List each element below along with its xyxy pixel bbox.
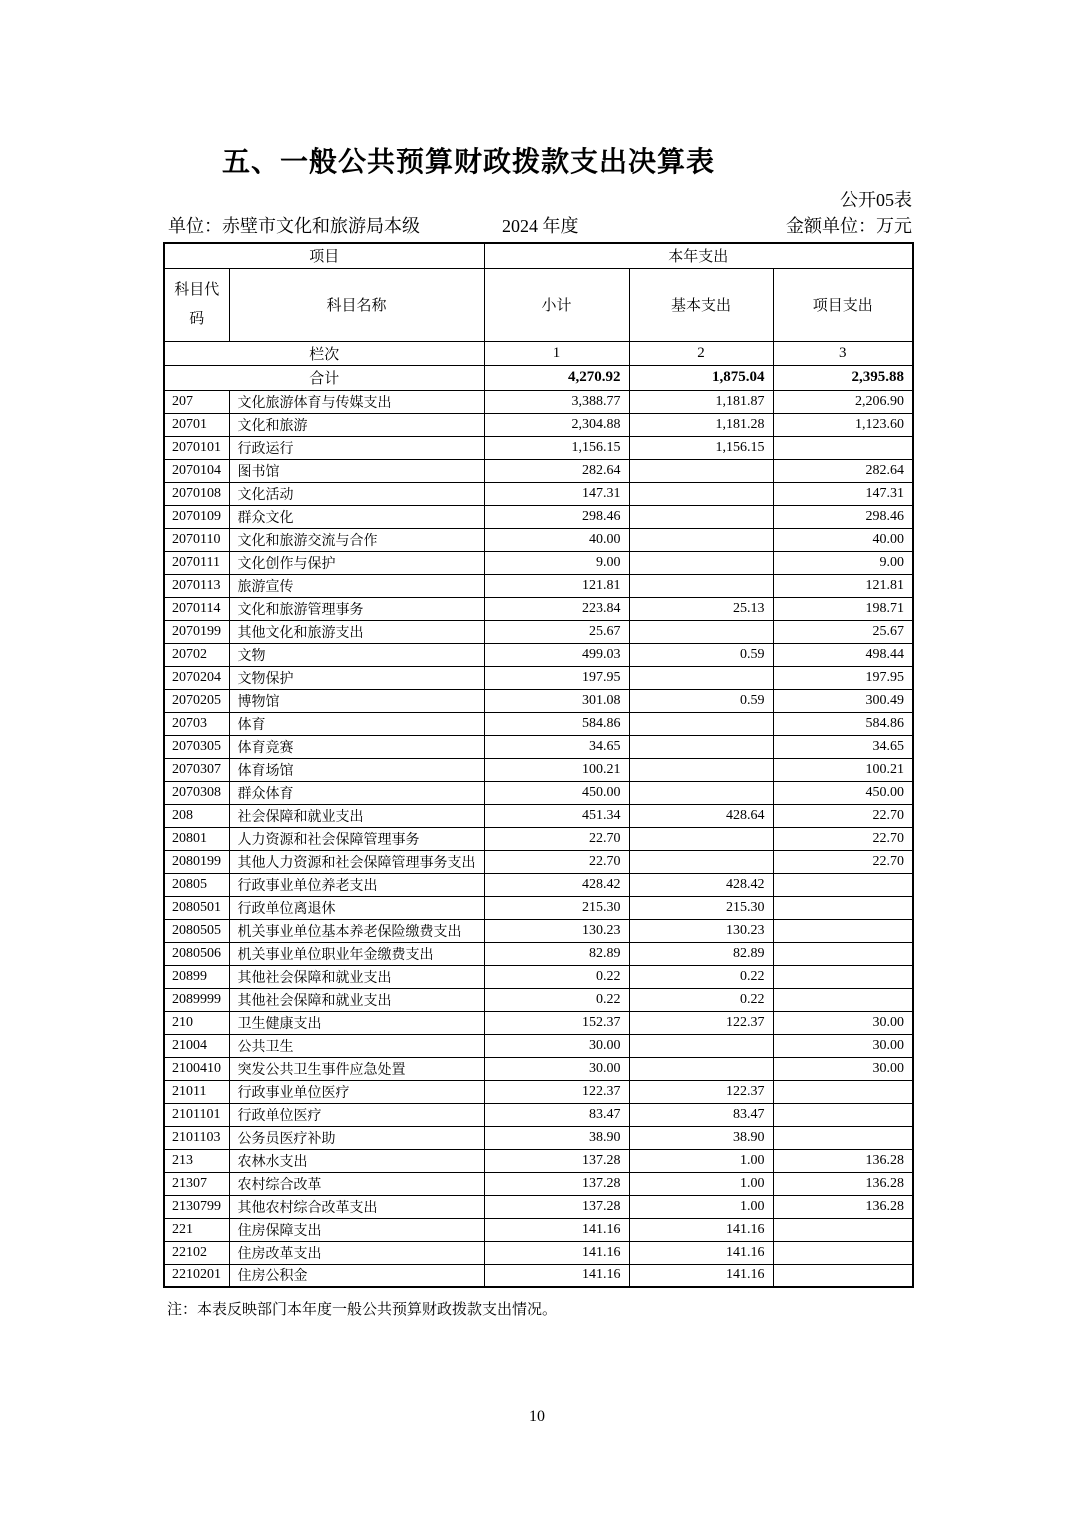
table-row xyxy=(164,1126,913,1149)
subject-name-cell: 其他社会保障和就业支出 xyxy=(229,965,484,988)
table-row xyxy=(164,965,913,988)
subtotal-cell: 22.70 xyxy=(484,827,629,850)
subject-name-cell: 文物保护 xyxy=(229,666,484,689)
subtotal-cell: 215.30 xyxy=(484,896,629,919)
basic-expenditure-cell: 428.64 xyxy=(629,804,773,827)
table-row xyxy=(164,735,913,758)
subject-code-cell: 2070305 xyxy=(164,735,229,758)
subject-code-cell: 2070113 xyxy=(164,574,229,597)
table-row xyxy=(164,666,913,689)
project-expenditure-cell: 9.00 xyxy=(773,551,913,574)
subject-name-cell: 社会保障和就业支出 xyxy=(229,804,484,827)
project-expenditure-cell: 498.44 xyxy=(773,643,913,666)
header-subtotal: 小计 xyxy=(484,268,629,341)
table-row xyxy=(164,1149,913,1172)
table-row xyxy=(164,574,913,597)
project-expenditure-cell: 22.70 xyxy=(773,850,913,873)
subtotal-cell: 301.08 xyxy=(484,689,629,712)
project-expenditure-cell: 136.28 xyxy=(773,1149,913,1172)
subject-code-cell: 208 xyxy=(164,804,229,827)
subtotal-cell: 141.16 xyxy=(484,1218,629,1241)
project-expenditure-cell: 1,123.60 xyxy=(773,413,913,436)
project-expenditure-cell: 22.70 xyxy=(773,827,913,850)
basic-expenditure-cell xyxy=(629,505,773,528)
subject-code-cell: 2070205 xyxy=(164,689,229,712)
basic-expenditure-cell xyxy=(629,666,773,689)
subject-code-cell: 2070204 xyxy=(164,666,229,689)
subject-code-cell: 2100410 xyxy=(164,1057,229,1080)
subtotal-cell: 122.37 xyxy=(484,1080,629,1103)
project-expenditure-cell: 584.86 xyxy=(773,712,913,735)
subject-code-cell: 22102 xyxy=(164,1241,229,1264)
subtotal-cell: 223.84 xyxy=(484,597,629,620)
table-row xyxy=(164,988,913,1011)
subject-name-cell: 图书馆 xyxy=(229,459,484,482)
grand-total-row xyxy=(164,365,913,390)
page-title: 五、一般公共预算财政拨款支出决算表 xyxy=(222,146,716,177)
subtotal-cell: 2,304.88 xyxy=(484,413,629,436)
subject-name-cell: 突发公共卫生事件应急处置 xyxy=(229,1057,484,1080)
subject-name-cell: 住房保障支出 xyxy=(229,1218,484,1241)
subject-code-cell: 20801 xyxy=(164,827,229,850)
project-expenditure-cell: 198.71 xyxy=(773,597,913,620)
project-expenditure-cell: 25.67 xyxy=(773,620,913,643)
subtotal-cell: 499.03 xyxy=(484,643,629,666)
budget-expenditure-table xyxy=(163,242,914,1288)
table-row xyxy=(164,1103,913,1126)
basic-expenditure-cell xyxy=(629,574,773,597)
subject-name-cell: 体育竞赛 xyxy=(229,735,484,758)
subject-code-cell: 2070104 xyxy=(164,459,229,482)
subject-code-cell: 2130799 xyxy=(164,1195,229,1218)
subtotal-cell: 25.67 xyxy=(484,620,629,643)
subtotal-cell: 82.89 xyxy=(484,942,629,965)
basic-expenditure-cell xyxy=(629,620,773,643)
table-row xyxy=(164,827,913,850)
project-expenditure-cell: 2,206.90 xyxy=(773,390,913,413)
subject-name-cell: 行政单位离退休 xyxy=(229,896,484,919)
subject-code-cell: 210 xyxy=(164,1011,229,1034)
subject-code-cell: 21011 xyxy=(164,1080,229,1103)
project-expenditure-cell: 30.00 xyxy=(773,1057,913,1080)
fiscal-year-label: 2024 年度 xyxy=(502,216,579,236)
subject-name-cell: 博物馆 xyxy=(229,689,484,712)
subtotal-cell: 147.31 xyxy=(484,482,629,505)
subject-name-cell: 群众文化 xyxy=(229,505,484,528)
subject-code-cell: 213 xyxy=(164,1149,229,1172)
basic-expenditure-cell: 1,181.87 xyxy=(629,390,773,413)
footnote: 注：本表反映部门本年度一般公共预算财政拨款支出情况。 xyxy=(167,1302,558,1318)
project-expenditure-cell xyxy=(773,988,913,1011)
basic-expenditure-cell: 83.47 xyxy=(629,1103,773,1126)
subject-name-cell: 其他文化和旅游支出 xyxy=(229,620,484,643)
basic-expenditure-cell: 215.30 xyxy=(629,896,773,919)
subtotal-cell: 40.00 xyxy=(484,528,629,551)
subtotal-cell: 141.16 xyxy=(484,1241,629,1264)
project-expenditure-cell: 34.65 xyxy=(773,735,913,758)
page-number: 10 xyxy=(529,1408,545,1425)
subject-code-cell: 20702 xyxy=(164,643,229,666)
table-row xyxy=(164,528,913,551)
column-index-3: 3 xyxy=(773,341,913,365)
table-row xyxy=(164,620,913,643)
subtotal-cell: 0.22 xyxy=(484,988,629,1011)
subject-code-cell: 2080505 xyxy=(164,919,229,942)
basic-expenditure-cell: 1.00 xyxy=(629,1149,773,1172)
subtotal-cell: 450.00 xyxy=(484,781,629,804)
header-current-year-expenditure-group: 本年支出 xyxy=(484,243,913,268)
subject-name-cell: 其他人力资源和社会保障管理事务支出 xyxy=(229,850,484,873)
subtotal-cell: 197.95 xyxy=(484,666,629,689)
basic-expenditure-cell: 1,156.15 xyxy=(629,436,773,459)
project-expenditure-cell xyxy=(773,1080,913,1103)
column-index-2: 2 xyxy=(629,341,773,365)
subject-name-cell: 其他农村综合改革支出 xyxy=(229,1195,484,1218)
subject-code-cell: 20899 xyxy=(164,965,229,988)
project-expenditure-cell: 136.28 xyxy=(773,1195,913,1218)
basic-expenditure-cell xyxy=(629,459,773,482)
subject-name-cell: 行政单位医疗 xyxy=(229,1103,484,1126)
subject-code-cell: 2101103 xyxy=(164,1126,229,1149)
project-expenditure-cell xyxy=(773,873,913,896)
project-expenditure-cell xyxy=(773,1241,913,1264)
project-expenditure-cell: 121.81 xyxy=(773,574,913,597)
header-subject-name: 科目名称 xyxy=(229,268,484,341)
subject-code-cell: 20703 xyxy=(164,712,229,735)
meta-row xyxy=(163,212,912,238)
table-row xyxy=(164,1195,913,1218)
table-row xyxy=(164,505,913,528)
basic-expenditure-cell: 82.89 xyxy=(629,942,773,965)
basic-expenditure-cell xyxy=(629,712,773,735)
basic-expenditure-cell xyxy=(629,1057,773,1080)
basic-expenditure-cell xyxy=(629,781,773,804)
subject-code-cell: 2080506 xyxy=(164,942,229,965)
table-row xyxy=(164,1264,913,1287)
subject-code-cell: 20701 xyxy=(164,413,229,436)
subject-name-cell: 机关事业单位基本养老保险缴费支出 xyxy=(229,919,484,942)
subject-name-cell: 体育 xyxy=(229,712,484,735)
subject-name-cell: 行政运行 xyxy=(229,436,484,459)
subject-code-cell: 2080199 xyxy=(164,850,229,873)
subtotal-cell: 451.34 xyxy=(484,804,629,827)
project-expenditure-cell xyxy=(773,965,913,988)
table-row xyxy=(164,689,913,712)
subject-code-cell: 2070109 xyxy=(164,505,229,528)
project-expenditure-cell: 147.31 xyxy=(773,482,913,505)
table-row xyxy=(164,482,913,505)
basic-expenditure-cell xyxy=(629,850,773,873)
subtotal-cell: 30.00 xyxy=(484,1057,629,1080)
basic-expenditure-cell: 1.00 xyxy=(629,1172,773,1195)
table-row xyxy=(164,758,913,781)
project-expenditure-cell: 40.00 xyxy=(773,528,913,551)
table-row xyxy=(164,1011,913,1034)
subject-code-cell: 2070199 xyxy=(164,620,229,643)
subject-name-cell: 文物 xyxy=(229,643,484,666)
project-expenditure-cell xyxy=(773,1103,913,1126)
subtotal-cell: 100.21 xyxy=(484,758,629,781)
subtotal-cell: 22.70 xyxy=(484,850,629,873)
basic-expenditure-cell: 141.16 xyxy=(629,1218,773,1241)
subject-name-cell: 文化和旅游交流与合作 xyxy=(229,528,484,551)
project-expenditure-cell xyxy=(773,919,913,942)
table-row xyxy=(164,1172,913,1195)
unit-label: 单位：赤壁市文化和旅游局本级 xyxy=(168,216,420,236)
table-row xyxy=(164,390,913,413)
basic-expenditure-cell: 0.22 xyxy=(629,988,773,1011)
grand-total-subtotal: 4,270.92 xyxy=(484,365,629,390)
basic-expenditure-cell: 428.42 xyxy=(629,873,773,896)
amount-unit-label: 金额单位：万元 xyxy=(786,216,912,236)
subtotal-cell: 141.16 xyxy=(484,1264,629,1287)
subtotal-cell: 152.37 xyxy=(484,1011,629,1034)
subject-name-cell: 群众体育 xyxy=(229,781,484,804)
header-basic-expenditure: 基本支出 xyxy=(629,268,773,341)
basic-expenditure-cell xyxy=(629,827,773,850)
header-project-expenditure: 项目支出 xyxy=(773,268,913,341)
table-row xyxy=(164,1080,913,1103)
subject-code-cell: 21004 xyxy=(164,1034,229,1057)
project-expenditure-cell xyxy=(773,896,913,919)
basic-expenditure-cell: 0.59 xyxy=(629,643,773,666)
column-index-row xyxy=(164,341,913,365)
table-row xyxy=(164,459,913,482)
subject-code-cell: 221 xyxy=(164,1218,229,1241)
grand-total-project: 2,395.88 xyxy=(773,365,913,390)
subject-name-cell: 文化和旅游管理事务 xyxy=(229,597,484,620)
subject-code-cell: 2210201 xyxy=(164,1264,229,1287)
basic-expenditure-cell xyxy=(629,482,773,505)
subject-name-cell: 文化创作与保护 xyxy=(229,551,484,574)
basic-expenditure-cell xyxy=(629,1034,773,1057)
subject-name-cell: 住房公积金 xyxy=(229,1264,484,1287)
subject-name-cell: 其他社会保障和就业支出 xyxy=(229,988,484,1011)
grand-total-label: 合计 xyxy=(164,365,484,390)
header-group-row xyxy=(164,243,913,268)
basic-expenditure-cell xyxy=(629,551,773,574)
subject-name-cell: 人力资源和社会保障管理事务 xyxy=(229,827,484,850)
table-row xyxy=(164,712,913,735)
basic-expenditure-cell xyxy=(629,758,773,781)
subject-name-cell: 旅游宣传 xyxy=(229,574,484,597)
subtotal-cell: 130.23 xyxy=(484,919,629,942)
subtotal-cell: 9.00 xyxy=(484,551,629,574)
project-expenditure-cell xyxy=(773,942,913,965)
basic-expenditure-cell: 0.59 xyxy=(629,689,773,712)
subject-code-cell: 2070108 xyxy=(164,482,229,505)
subject-code-cell: 2070111 xyxy=(164,551,229,574)
subtotal-cell: 3,388.77 xyxy=(484,390,629,413)
table-row xyxy=(164,781,913,804)
subject-code-cell: 21307 xyxy=(164,1172,229,1195)
basic-expenditure-cell xyxy=(629,528,773,551)
project-expenditure-cell xyxy=(773,1126,913,1149)
subtotal-cell: 121.81 xyxy=(484,574,629,597)
subject-name-cell: 农村综合改革 xyxy=(229,1172,484,1195)
basic-expenditure-cell: 122.37 xyxy=(629,1080,773,1103)
basic-expenditure-cell: 1,181.28 xyxy=(629,413,773,436)
basic-expenditure-cell: 0.22 xyxy=(629,965,773,988)
subject-name-cell: 行政事业单位养老支出 xyxy=(229,873,484,896)
column-index-1: 1 xyxy=(484,341,629,365)
table-row xyxy=(164,436,913,459)
subject-code-cell: 2070308 xyxy=(164,781,229,804)
project-expenditure-cell: 298.46 xyxy=(773,505,913,528)
table-row xyxy=(164,1034,913,1057)
subtotal-cell: 34.65 xyxy=(484,735,629,758)
subject-name-cell: 住房改革支出 xyxy=(229,1241,484,1264)
subtotal-cell: 137.28 xyxy=(484,1195,629,1218)
column-index-label: 栏次 xyxy=(164,341,484,365)
subject-code-cell: 2070101 xyxy=(164,436,229,459)
table-row xyxy=(164,896,913,919)
subject-name-cell: 文化活动 xyxy=(229,482,484,505)
subject-name-cell: 公务员医疗补助 xyxy=(229,1126,484,1149)
subject-code-cell: 2070110 xyxy=(164,528,229,551)
project-expenditure-cell: 22.70 xyxy=(773,804,913,827)
project-expenditure-cell: 450.00 xyxy=(773,781,913,804)
subtotal-cell: 0.22 xyxy=(484,965,629,988)
subject-code-cell: 2070114 xyxy=(164,597,229,620)
table-row xyxy=(164,919,913,942)
table-row xyxy=(164,643,913,666)
table-row xyxy=(164,551,913,574)
basic-expenditure-cell: 141.16 xyxy=(629,1264,773,1287)
project-expenditure-cell: 282.64 xyxy=(773,459,913,482)
subject-code-cell: 2089999 xyxy=(164,988,229,1011)
basic-expenditure-cell: 1.00 xyxy=(629,1195,773,1218)
subtotal-cell: 38.90 xyxy=(484,1126,629,1149)
subject-name-cell: 行政事业单位医疗 xyxy=(229,1080,484,1103)
project-expenditure-cell xyxy=(773,1264,913,1287)
subtotal-cell: 584.86 xyxy=(484,712,629,735)
basic-expenditure-cell: 141.16 xyxy=(629,1241,773,1264)
basic-expenditure-cell: 130.23 xyxy=(629,919,773,942)
subject-code-cell: 20805 xyxy=(164,873,229,896)
project-expenditure-cell: 30.00 xyxy=(773,1034,913,1057)
subtotal-cell: 282.64 xyxy=(484,459,629,482)
subtotal-cell: 83.47 xyxy=(484,1103,629,1126)
project-expenditure-cell xyxy=(773,1218,913,1241)
project-expenditure-cell: 300.49 xyxy=(773,689,913,712)
subject-code-cell: 2070307 xyxy=(164,758,229,781)
basic-expenditure-cell: 122.37 xyxy=(629,1011,773,1034)
project-expenditure-cell: 30.00 xyxy=(773,1011,913,1034)
table-row xyxy=(164,1057,913,1080)
project-expenditure-cell: 136.28 xyxy=(773,1172,913,1195)
subtotal-cell: 1,156.15 xyxy=(484,436,629,459)
subject-code-label: 科目代码 xyxy=(174,281,220,327)
basic-expenditure-cell: 38.90 xyxy=(629,1126,773,1149)
subject-name-cell: 机关事业单位职业年金缴费支出 xyxy=(229,942,484,965)
project-expenditure-cell xyxy=(773,436,913,459)
table-row xyxy=(164,413,913,436)
table-row xyxy=(164,597,913,620)
subject-name-cell: 文化和旅游 xyxy=(229,413,484,436)
subject-name-cell: 体育场馆 xyxy=(229,758,484,781)
project-expenditure-cell: 100.21 xyxy=(773,758,913,781)
header-columns-row xyxy=(164,268,913,341)
table-row xyxy=(164,1241,913,1264)
grand-total-basic: 1,875.04 xyxy=(629,365,773,390)
basic-expenditure-cell xyxy=(629,735,773,758)
subject-code-cell: 207 xyxy=(164,390,229,413)
basic-expenditure-cell: 25.13 xyxy=(629,597,773,620)
subtotal-cell: 137.28 xyxy=(484,1172,629,1195)
header-project-group: 项目 xyxy=(164,243,484,268)
table-row xyxy=(164,804,913,827)
table-row xyxy=(164,850,913,873)
public-table-label: 公开05表 xyxy=(840,190,912,210)
subject-name-cell: 农林水支出 xyxy=(229,1149,484,1172)
table-row xyxy=(164,873,913,896)
table-row xyxy=(164,1218,913,1241)
subject-name-cell: 文化旅游体育与传媒支出 xyxy=(229,390,484,413)
subtotal-cell: 137.28 xyxy=(484,1149,629,1172)
header-subject-code xyxy=(164,268,229,341)
subject-name-cell: 卫生健康支出 xyxy=(229,1011,484,1034)
subtotal-cell: 298.46 xyxy=(484,505,629,528)
project-expenditure-cell: 197.95 xyxy=(773,666,913,689)
subject-name-cell: 公共卫生 xyxy=(229,1034,484,1057)
subject-code-cell: 2080501 xyxy=(164,896,229,919)
subject-code-cell: 2101101 xyxy=(164,1103,229,1126)
table-row xyxy=(164,942,913,965)
subtotal-cell: 30.00 xyxy=(484,1034,629,1057)
subtotal-cell: 428.42 xyxy=(484,873,629,896)
